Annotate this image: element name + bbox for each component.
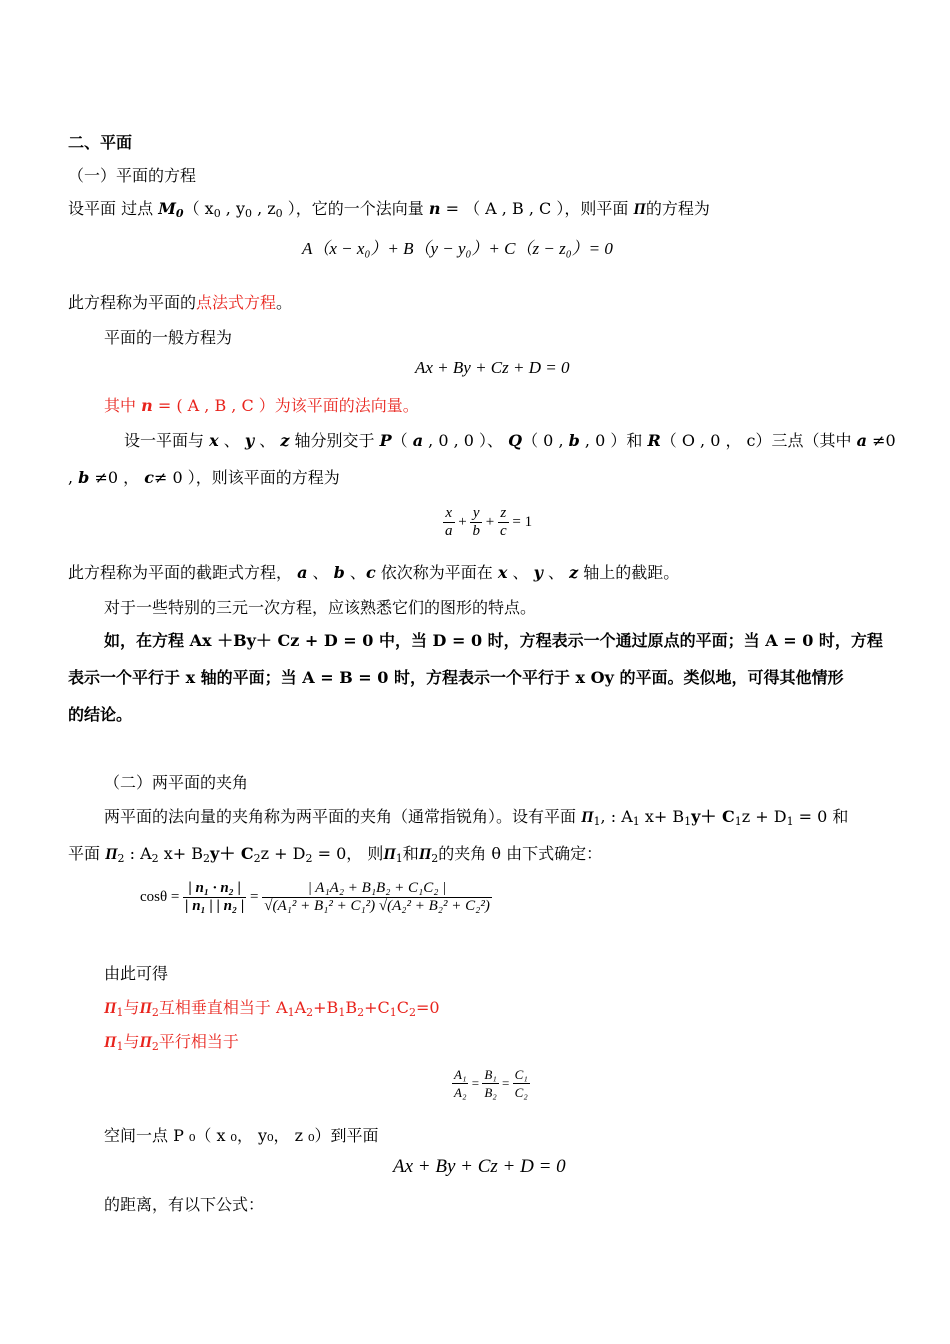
section-title: 二、平面 xyxy=(68,133,133,152)
therefore-text: 由此可得 xyxy=(104,964,169,983)
subsection-title-1: （一）平面的方程 xyxy=(68,166,197,185)
fraction-coefficients: $\frac{\text{| A₁A₂ + B₁B₂ + C₁C₂ |}}{\text{√(A₁² + B₁² + C₁²) √(A₂² + B₂² + C₂²)}}$ xyxy=(264,880,490,914)
formula-intercept: $\frac{x}{a}$ + $\frac{y}{b}$ + $\frac{z}{c}$ = 1 xyxy=(445,505,533,539)
intercept-intro-line-2: , b ≠0 ， c≠ 0 ），则该平面的方程为 xyxy=(68,468,340,487)
intercept-intro-line-1: 设一平面与 x 、 y 、 z 轴分别交于 P（ a , 0 , 0 ）、 Q（ 0 , b , 0 ）和 R（ O , 0 ， c）三点（其中 a ≠0 xyxy=(124,431,896,450)
fraction-A: $\frac{\text{A₁}}{\text{A₂}}$ xyxy=(454,1067,467,1100)
fraction-x-a: $\frac{x}{a}$ xyxy=(445,505,453,539)
formula-plane: Ax + By + Cz + D = 0 xyxy=(393,1156,566,1177)
parallel-condition: $\Pi_1$与$\Pi_2$平行相当于 xyxy=(104,1032,239,1053)
fraction-y-b: $\frac{y}{b}$ xyxy=(472,505,480,539)
fraction-normals: $\frac{\text{| n₁ · n₂ |}}{\text{| n₁ | | n₂ |}}$ xyxy=(185,880,245,914)
distance-outro: 的距离，有以下公式： xyxy=(104,1195,265,1214)
perpendicular-condition: $\Pi_1$与$\Pi_2$互相垂直相当于 $A_1A_2+B_1B_2+C_1C_2=0$ xyxy=(104,998,440,1019)
normal-vector-note: 其中 n = ( A , B , C ）为该平面的法向量。 xyxy=(104,396,419,415)
angle-intro-line-1: 两平面的法向量的夹角称为两平面的夹角（通常指锐角）。设有平面 $\Pi_1$, : $A_1$ $x+ B_1y+ C_1z + D_1 = 0$ 和 xyxy=(104,807,849,828)
intercept-description: 此方程称为平面的截距式方程， a 、 b 、c 依次称为平面在 x 、 y 、 z 轴上的截距。 xyxy=(68,563,680,582)
bold-para-line-2: 表示一个平行于 x 轴的平面；当 A = B = 0 时，方程表示一个平行于 x Oy 的平面。类似地，可得其他情形 xyxy=(68,668,844,687)
angle-intro-line-2: 平面 $\Pi_2$ : $A_2$ $x+ B_2y+ C_2z + D_2 = 0$， 则$\Pi_1$和$\Pi_2$的夹角 θ 由下式确定： xyxy=(68,844,603,865)
formula-cos-angle: cosθ = $\frac{\text{| n₁ · n₂ |}}{\text{| n₁ | | n₂ |}}$ = $\frac{\text{| A₁A₂ + B₁B₂ + C₁C₂ |}}{\text{√(A₁² + B₁² + C₁²) √(A₂² + B₂² + C₂²)}}$ xyxy=(140,880,490,914)
point-normal-intro: 设平面 过点 $M_0$（ $x_0$ , $y_0$ , $z_0$ ），它的一个法向量 n = （ A , B , C ），则平面 Π的方程为 xyxy=(68,199,710,220)
fraction-z-c: $\frac{z}{c}$ xyxy=(499,505,507,539)
distance-intro: 空间一点 P ₀（ x ₀， y₀， z ₀）到平面 xyxy=(104,1126,379,1145)
fraction-C: $\frac{\text{C₁}}{\text{C₂}}$ xyxy=(514,1067,528,1100)
bold-para-line-1: 如，在方程 Ax ＋By＋ Cz + D = 0 中，当 D = 0 时，方程表示一个通过原点的平面；当 A = 0 时，方程 xyxy=(104,631,883,650)
subsection-title-2: （二）两平面的夹角 xyxy=(104,773,249,792)
fraction-B: $\frac{\text{B₁}}{\text{B₂}}$ xyxy=(484,1067,497,1100)
bold-para-line-3: 的结论。 xyxy=(68,705,133,724)
formula-general: Ax + By + Cz + D = 0 xyxy=(415,358,570,377)
general-intro: 平面的一般方程为 xyxy=(104,328,233,347)
special-intro: 对于一些特别的三元一次方程，应该熟悉它们的图形的特点。 xyxy=(104,598,537,617)
formula-parallel-ratio: $\frac{\text{A₁}}{\text{A₂}}$ = $\frac{\text{B₁}}{\text{B₂}}$ = $\frac{\text{C₁}}{\text{C₂}}$ xyxy=(454,1067,528,1100)
formula-point-normal: A（x − x₀）+ B（y − y₀）+ C（z − z₀）= 0 xyxy=(302,239,613,258)
point-normal-name: 此方程称为平面的点法式方程。 xyxy=(68,293,293,312)
